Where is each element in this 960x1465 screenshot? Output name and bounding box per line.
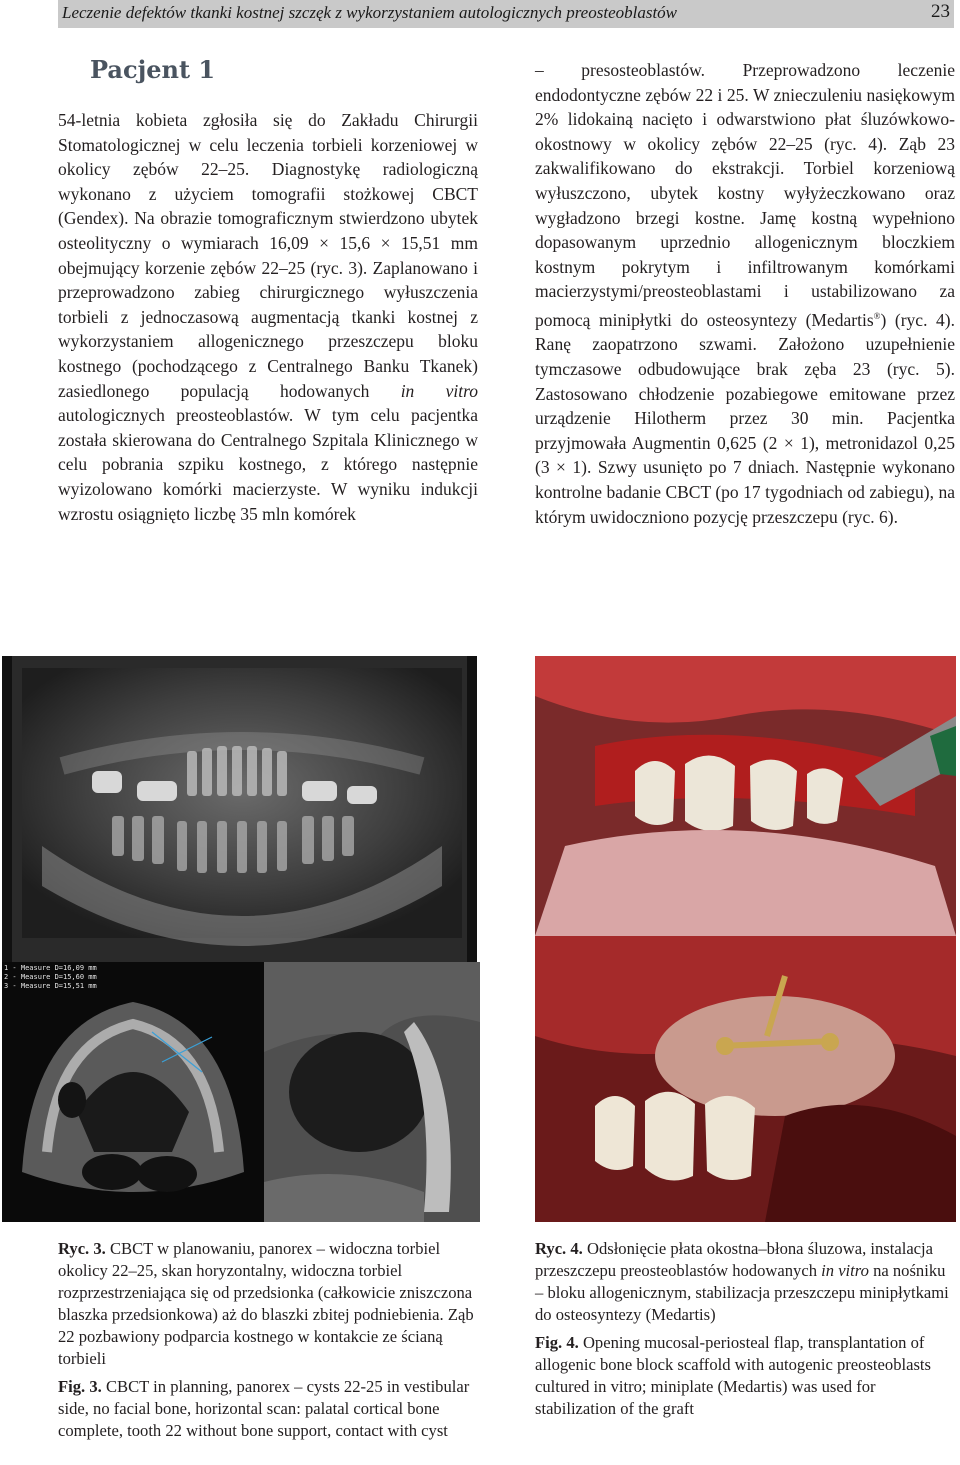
clinical-photo-graft-with-miniplate: [535, 936, 956, 1222]
figure-3-caption-pl-text: CBCT w planowaniu, panorex – widoczna torbiel okolicy 22–25, skan horyzontalny, widoczna torbiel rozprzestrzeniająca się od przedsionka (całkowicie zniszczona blaszka przedsionkowa) aż do blaszki zbitej podniebienia. Ząb 22 pozbawiony podparcia kostnego w kontakcie ze ścianą torbieli: [58, 1239, 474, 1368]
figure-4-caption-english: [535, 1332, 955, 1420]
body-left-text-end: autologicznych preosteoblastów. W tym celu pacjentka została skierowana do Centralnego Szpitala Klinicznego w celu pobrania szpiku kostnego, z którego następnie wyizolowano komórki macierzyste. W wyniku indukcji wzrostu osiągnięto liczbę 35 mln komórek: [58, 405, 478, 524]
page-number: 23: [931, 1, 950, 22]
figure-4-caption-pl-text-b: na nośniku – bloku allogenicznym, stabilizacja przeszczepu minipłytkami do osteosyntezy (Medartis): [535, 1261, 949, 1324]
figure-4-caption-pl-text-a: Odsłonięcie płata okostna–błona śluzowa, instalacja przeszczepu preosteoblastów hodowanych: [535, 1239, 934, 1280]
figure-4-label-en: Fig. 4.: [535, 1333, 579, 1352]
body-text-left-column: [58, 108, 478, 526]
running-header: [58, 0, 954, 28]
running-title: Leczenie defektów tkanki kostnej szczęk z wykorzystaniem autologicznych preosteoblastów: [62, 3, 678, 22]
figure-3-caption-polish: [58, 1238, 478, 1370]
measurement-line-2: 2 - Measure D=15,60 mm: [4, 973, 97, 981]
measurement-overlay: [4, 964, 97, 991]
body-left-text: 54-letnia kobieta zgłosiła się do Zakładu Chirurgii Stomatologicznej w celu leczenia torbieli korzeniowej w okolicy zębów 22–25. Diagnostykę radiologiczną wykonano z użyciem tomografii stożkowej CBCT (Gendex). Na obrazie tomograficznym stwierdzono ubytek osteolityczny o wymiarach 16,09 × 15,6 × 15,51 mm obejmujący korzenie zębów 22–25 (ryc. 3). Zaplanowano i przeprowadzono zabieg chirurgicznego wyłuszczenia torbieli z jednoczasową augmentacją tkanki kostnej z wykorzystaniem allogenicznego przeszczepu bloku kostnego (pochodzącego z Centralnego Banku Tkanek) zasiedlonego populacją hodowanych: [58, 110, 478, 401]
cbct-panoramic-image: [2, 656, 477, 962]
cbct-axial-scan-image: [2, 962, 264, 1222]
figure-3-label-pl: Ryc. 3.: [58, 1239, 106, 1258]
clinical-photo-flap-elevated: [535, 656, 956, 936]
figure-3-caption-english: [58, 1376, 478, 1442]
registered-trademark-sign: ®: [873, 310, 881, 321]
cbct-sagittal-scan-image: [264, 962, 480, 1222]
figure-4-label-pl: Ryc. 4.: [535, 1239, 583, 1258]
body-text-right-column: [535, 58, 955, 529]
body-left-italic: in vitro: [400, 380, 478, 401]
figure-3-label-en: Fig. 3.: [58, 1377, 102, 1396]
figure-4-caption-pl-italic: in vitro: [821, 1261, 869, 1280]
figure-4-caption-en-text: Opening mucosal-periosteal flap, transplantation of allogenic bone block scaffold with autogenic preosteoblasts cultured in vitro; miniplate (Medartis) was used for stabilization of the graft: [535, 1333, 931, 1418]
body-right-text-part1: – presosteoblastów. Przeprowadzono leczenie endodontyczne zębów 22 i 25. W znieczuleniu nasiękowym 2% lidokainą nacięto i odwarstwiono płat śluzówkowo-okostnowy w okolicy zębów 22–25 (ryc. 4). Ząb 23 zakwalifikowano do ekstrakcji. Torbiel korzeniową wyłuszczono, ubytek kostny wyłyżeczkowano oraz wygładzono brzegi kostne. Jamę kostną wypełniono dopasowanym uprzednio allogenicznym bloczkiem kostnym pokrytym i infiltrowanym komórkami macierzystymi/preosteoblastami i ustabilizowano za pomocą minipłytki do osteosyntezy (Medartis: [535, 60, 955, 330]
measurement-line-3: 3 - Measure D=15,51 mm: [4, 982, 97, 990]
measurement-line-1: 1 - Measure D=16,09 mm: [4, 964, 97, 972]
figure-3-caption-en-text: CBCT in planning, panorex – cysts 22-25 in vestibular side, no facial bone, horizontal scan: palatal cortical bone complete, tooth 22 without bone support, contact with cyst: [58, 1377, 470, 1440]
section-heading: Pacjent 1: [90, 55, 216, 84]
figure-4-caption-polish: [535, 1238, 955, 1326]
body-right-text-part2: ) (ryc. 4). Ranę zaopatrzono szwami. Założono uzupełnienie tymczasowe odbudowujące brak zęba 23 (ryc. 5). Zastosowano chłodzenie pozabiegowe emitowane przez urządzenie Hilotherm przez 30 min. Pacjentka przyjmowała Augmentin 0,625 (2 × 1), metronidazol 0,25 (3 × 1). Szwy usunięto po 7 dniach. Następnie wykonano kontrolne badanie CBCT (po 17 tygodniach od zabiegu), na którym uwidoczniono pozycję przeszczepu (ryc. 6).: [535, 309, 955, 527]
